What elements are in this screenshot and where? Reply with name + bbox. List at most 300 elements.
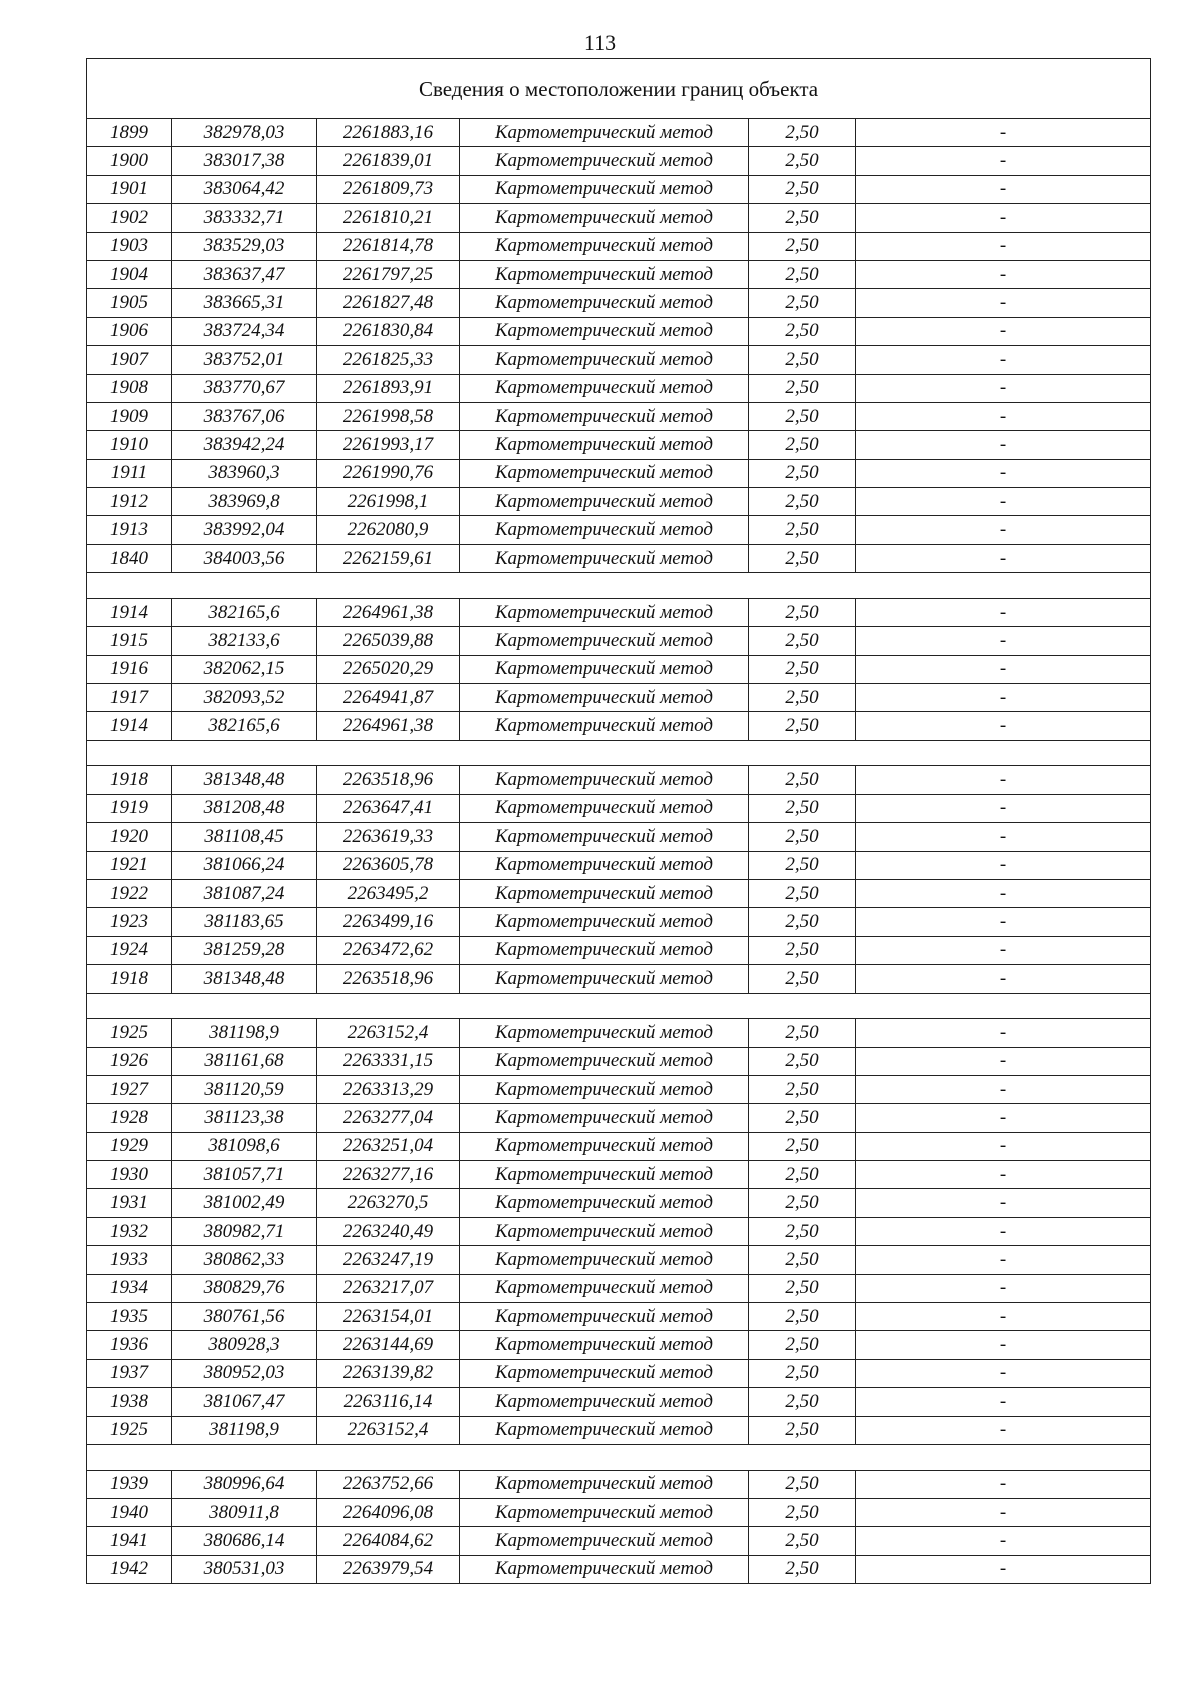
point-number-cell: 1915 — [87, 627, 172, 655]
method-cell: Картометрический метод — [460, 1019, 749, 1047]
method-cell: Картометрический метод — [460, 1498, 749, 1526]
x-coordinate-cell: 381183,65 — [172, 908, 317, 936]
point-number-cell: 1919 — [87, 794, 172, 822]
method-cell: Картометрический метод — [460, 936, 749, 964]
point-number-cell: 1909 — [87, 402, 172, 430]
table-row — [87, 965, 1151, 993]
method-cell: Картометрический метод — [460, 1527, 749, 1555]
x-coordinate-cell: 383637,47 — [172, 260, 317, 288]
method-cell: Картометрический метод — [460, 431, 749, 459]
table-row — [87, 1047, 1151, 1075]
description-cell: - — [856, 374, 1151, 402]
y-coordinate-cell: 2263313,29 — [317, 1075, 460, 1103]
y-coordinate-cell: 2263217,07 — [317, 1274, 460, 1302]
y-coordinate-cell: 2264961,38 — [317, 712, 460, 740]
description-cell: - — [856, 1498, 1151, 1526]
x-coordinate-cell: 380761,56 — [172, 1303, 317, 1331]
point-number-cell: 1918 — [87, 965, 172, 993]
point-number-cell: 1935 — [87, 1303, 172, 1331]
x-coordinate-cell: 383665,31 — [172, 289, 317, 317]
x-coordinate-cell: 381208,48 — [172, 794, 317, 822]
accuracy-cell: 2,50 — [749, 1246, 856, 1274]
x-coordinate-cell: 383992,04 — [172, 516, 317, 544]
point-number-cell: 1937 — [87, 1359, 172, 1387]
method-cell: Картометрический метод — [460, 1075, 749, 1103]
accuracy-cell: 2,50 — [749, 1359, 856, 1387]
method-cell: Картометрический метод — [460, 1388, 749, 1416]
method-cell: Картометрический метод — [460, 684, 749, 712]
x-coordinate-cell: 382165,6 — [172, 598, 317, 626]
x-coordinate-cell: 383064,42 — [172, 175, 317, 203]
point-number-cell: 1912 — [87, 488, 172, 516]
description-cell: - — [856, 289, 1151, 317]
point-number-cell: 1918 — [87, 766, 172, 794]
method-cell: Картометрический метод — [460, 346, 749, 374]
accuracy-cell: 2,50 — [749, 1217, 856, 1245]
description-cell: - — [856, 851, 1151, 879]
accuracy-cell: 2,50 — [749, 965, 856, 993]
y-coordinate-cell: 2261993,17 — [317, 431, 460, 459]
accuracy-cell: 2,50 — [749, 1470, 856, 1498]
table-row — [87, 794, 1151, 822]
x-coordinate-cell: 384003,56 — [172, 544, 317, 572]
method-cell: Картометрический метод — [460, 1246, 749, 1274]
table-row — [87, 1498, 1151, 1526]
table-row — [87, 119, 1151, 147]
method-cell: Картометрический метод — [460, 1104, 749, 1132]
x-coordinate-cell: 383724,34 — [172, 317, 317, 345]
accuracy-cell: 2,50 — [749, 346, 856, 374]
table-row — [87, 346, 1151, 374]
y-coordinate-cell: 2264084,62 — [317, 1527, 460, 1555]
accuracy-cell: 2,50 — [749, 119, 856, 147]
accuracy-cell: 2,50 — [749, 684, 856, 712]
table-row — [87, 1359, 1151, 1387]
table-row — [87, 1132, 1151, 1160]
method-cell: Картометрический метод — [460, 402, 749, 430]
accuracy-cell: 2,50 — [749, 1161, 856, 1189]
x-coordinate-cell: 383942,24 — [172, 431, 317, 459]
y-coordinate-cell: 2265039,88 — [317, 627, 460, 655]
method-cell: Картометрический метод — [460, 232, 749, 260]
point-number-cell: 1914 — [87, 712, 172, 740]
x-coordinate-cell: 383767,06 — [172, 402, 317, 430]
point-number-cell: 1914 — [87, 598, 172, 626]
table-row — [87, 147, 1151, 175]
table-row — [87, 204, 1151, 232]
point-number-cell: 1938 — [87, 1388, 172, 1416]
table-row — [87, 374, 1151, 402]
accuracy-cell: 2,50 — [749, 823, 856, 851]
point-number-cell: 1908 — [87, 374, 172, 402]
method-cell: Картометрический метод — [460, 147, 749, 175]
point-number-cell: 1928 — [87, 1104, 172, 1132]
description-cell: - — [856, 1217, 1151, 1245]
y-coordinate-cell: 2263472,62 — [317, 936, 460, 964]
contour-separator-cell — [87, 993, 1151, 1019]
description-cell: - — [856, 119, 1151, 147]
x-coordinate-cell: 381067,47 — [172, 1388, 317, 1416]
method-cell: Картометрический метод — [460, 1132, 749, 1160]
y-coordinate-cell: 2263499,16 — [317, 908, 460, 936]
x-coordinate-cell: 381198,9 — [172, 1019, 317, 1047]
x-coordinate-cell: 381259,28 — [172, 936, 317, 964]
method-cell: Картометрический метод — [460, 1303, 749, 1331]
y-coordinate-cell: 2264941,87 — [317, 684, 460, 712]
table-body — [87, 59, 1151, 1584]
description-cell: - — [856, 879, 1151, 907]
method-cell: Картометрический метод — [460, 965, 749, 993]
x-coordinate-cell: 382165,6 — [172, 712, 317, 740]
x-coordinate-cell: 381108,45 — [172, 823, 317, 851]
method-cell: Картометрический метод — [460, 1161, 749, 1189]
description-cell: - — [856, 1104, 1151, 1132]
point-number-cell: 1930 — [87, 1161, 172, 1189]
accuracy-cell: 2,50 — [749, 1303, 856, 1331]
accuracy-cell: 2,50 — [749, 936, 856, 964]
method-cell: Картометрический метод — [460, 488, 749, 516]
table-row — [87, 1555, 1151, 1583]
y-coordinate-cell: 2263152,4 — [317, 1019, 460, 1047]
point-number-cell: 1925 — [87, 1019, 172, 1047]
description-cell: - — [856, 1388, 1151, 1416]
table-row — [87, 175, 1151, 203]
point-number-cell: 1925 — [87, 1416, 172, 1444]
table-row — [87, 488, 1151, 516]
point-number-cell: 1907 — [87, 346, 172, 374]
x-coordinate-cell: 380829,76 — [172, 1274, 317, 1302]
table-row — [87, 1189, 1151, 1217]
table-row — [87, 1470, 1151, 1498]
accuracy-cell: 2,50 — [749, 1388, 856, 1416]
y-coordinate-cell: 2263331,15 — [317, 1047, 460, 1075]
point-number-cell: 1921 — [87, 851, 172, 879]
method-cell: Картометрический метод — [460, 119, 749, 147]
method-cell: Картометрический метод — [460, 1217, 749, 1245]
method-cell: Картометрический метод — [460, 908, 749, 936]
y-coordinate-cell: 2263154,01 — [317, 1303, 460, 1331]
accuracy-cell: 2,50 — [749, 374, 856, 402]
method-cell: Картометрический метод — [460, 1470, 749, 1498]
x-coordinate-cell: 381198,9 — [172, 1416, 317, 1444]
table-row — [87, 1388, 1151, 1416]
accuracy-cell: 2,50 — [749, 908, 856, 936]
table-row — [87, 1075, 1151, 1103]
table-row — [87, 655, 1151, 683]
description-cell: - — [856, 823, 1151, 851]
y-coordinate-cell: 2261830,84 — [317, 317, 460, 345]
description-cell: - — [856, 459, 1151, 487]
table-row — [87, 260, 1151, 288]
x-coordinate-cell: 383969,8 — [172, 488, 317, 516]
description-cell: - — [856, 1555, 1151, 1583]
x-coordinate-cell: 380531,03 — [172, 1555, 317, 1583]
x-coordinate-cell: 381087,24 — [172, 879, 317, 907]
table-row — [87, 1217, 1151, 1245]
table-row — [87, 851, 1151, 879]
y-coordinate-cell: 2263619,33 — [317, 823, 460, 851]
method-cell: Картометрический метод — [460, 1189, 749, 1217]
method-cell: Картометрический метод — [460, 1555, 749, 1583]
point-number-cell: 1936 — [87, 1331, 172, 1359]
table-row — [87, 289, 1151, 317]
description-cell: - — [856, 1331, 1151, 1359]
accuracy-cell: 2,50 — [749, 488, 856, 516]
accuracy-cell: 2,50 — [749, 260, 856, 288]
point-number-cell: 1941 — [87, 1527, 172, 1555]
description-cell: - — [856, 1416, 1151, 1444]
x-coordinate-cell: 382133,6 — [172, 627, 317, 655]
accuracy-cell: 2,50 — [749, 1274, 856, 1302]
contour-separator-row — [87, 740, 1151, 766]
description-cell: - — [856, 1359, 1151, 1387]
y-coordinate-cell: 2263752,66 — [317, 1470, 460, 1498]
accuracy-cell: 2,50 — [749, 147, 856, 175]
table-row — [87, 1303, 1151, 1331]
y-coordinate-cell: 2261827,48 — [317, 289, 460, 317]
method-cell: Картометрический метод — [460, 544, 749, 572]
table-row — [87, 1246, 1151, 1274]
table-row — [87, 684, 1151, 712]
y-coordinate-cell: 2261998,1 — [317, 488, 460, 516]
table-row — [87, 1274, 1151, 1302]
y-coordinate-cell: 2261825,33 — [317, 346, 460, 374]
table-title-row — [87, 59, 1151, 119]
table-row — [87, 598, 1151, 626]
y-coordinate-cell: 2261797,25 — [317, 260, 460, 288]
point-number-cell: 1934 — [87, 1274, 172, 1302]
table-row — [87, 879, 1151, 907]
accuracy-cell: 2,50 — [749, 1104, 856, 1132]
description-cell: - — [856, 1470, 1151, 1498]
description-cell: - — [856, 260, 1151, 288]
point-number-cell: 1910 — [87, 431, 172, 459]
method-cell: Картометрический метод — [460, 627, 749, 655]
method-cell: Картометрический метод — [460, 289, 749, 317]
table-row — [87, 766, 1151, 794]
y-coordinate-cell: 2264096,08 — [317, 1498, 460, 1526]
point-number-cell: 1916 — [87, 655, 172, 683]
description-cell: - — [856, 1189, 1151, 1217]
contour-separator-cell — [87, 573, 1151, 599]
x-coordinate-cell: 381123,38 — [172, 1104, 317, 1132]
point-number-cell: 1931 — [87, 1189, 172, 1217]
accuracy-cell: 2,50 — [749, 232, 856, 260]
y-coordinate-cell: 2264961,38 — [317, 598, 460, 626]
point-number-cell: 1927 — [87, 1075, 172, 1103]
accuracy-cell: 2,50 — [749, 1075, 856, 1103]
method-cell: Картометрический метод — [460, 712, 749, 740]
method-cell: Картометрический метод — [460, 1047, 749, 1075]
description-cell: - — [856, 794, 1151, 822]
description-cell: - — [856, 712, 1151, 740]
point-number-cell: 1933 — [87, 1246, 172, 1274]
description-cell: - — [856, 1047, 1151, 1075]
y-coordinate-cell: 2261990,76 — [317, 459, 460, 487]
x-coordinate-cell: 381161,68 — [172, 1047, 317, 1075]
method-cell: Картометрический метод — [460, 317, 749, 345]
point-number-cell: 1926 — [87, 1047, 172, 1075]
table-row — [87, 908, 1151, 936]
point-number-cell: 1913 — [87, 516, 172, 544]
y-coordinate-cell: 2263277,04 — [317, 1104, 460, 1132]
table-row — [87, 1416, 1151, 1444]
accuracy-cell: 2,50 — [749, 1019, 856, 1047]
point-number-cell: 1922 — [87, 879, 172, 907]
x-coordinate-cell: 383752,01 — [172, 346, 317, 374]
accuracy-cell: 2,50 — [749, 516, 856, 544]
accuracy-cell: 2,50 — [749, 1189, 856, 1217]
description-cell: - — [856, 488, 1151, 516]
description-cell: - — [856, 346, 1151, 374]
table-row — [87, 627, 1151, 655]
y-coordinate-cell: 2263139,82 — [317, 1359, 460, 1387]
description-cell: - — [856, 1075, 1151, 1103]
accuracy-cell: 2,50 — [749, 1416, 856, 1444]
accuracy-cell: 2,50 — [749, 317, 856, 345]
table-row — [87, 516, 1151, 544]
description-cell: - — [856, 317, 1151, 345]
method-cell: Картометрический метод — [460, 260, 749, 288]
y-coordinate-cell: 2263605,78 — [317, 851, 460, 879]
description-cell: - — [856, 1161, 1151, 1189]
accuracy-cell: 2,50 — [749, 1555, 856, 1583]
description-cell: - — [856, 598, 1151, 626]
contour-separator-cell — [87, 740, 1151, 766]
table-row — [87, 544, 1151, 572]
contour-separator-row — [87, 1444, 1151, 1470]
description-cell: - — [856, 684, 1151, 712]
y-coordinate-cell: 2263152,4 — [317, 1416, 460, 1444]
y-coordinate-cell: 2263647,41 — [317, 794, 460, 822]
description-cell: - — [856, 655, 1151, 683]
x-coordinate-cell: 380996,64 — [172, 1470, 317, 1498]
point-number-cell: 1920 — [87, 823, 172, 851]
accuracy-cell: 2,50 — [749, 402, 856, 430]
y-coordinate-cell: 2261893,91 — [317, 374, 460, 402]
y-coordinate-cell: 2261883,16 — [317, 119, 460, 147]
point-number-cell: 1923 — [87, 908, 172, 936]
x-coordinate-cell: 383770,67 — [172, 374, 317, 402]
x-coordinate-cell: 380982,71 — [172, 1217, 317, 1245]
accuracy-cell: 2,50 — [749, 459, 856, 487]
x-coordinate-cell: 381120,59 — [172, 1075, 317, 1103]
y-coordinate-cell: 2263979,54 — [317, 1555, 460, 1583]
point-number-cell: 1902 — [87, 204, 172, 232]
table-row — [87, 1527, 1151, 1555]
accuracy-cell: 2,50 — [749, 598, 856, 626]
point-number-cell: 1900 — [87, 147, 172, 175]
accuracy-cell: 2,50 — [749, 655, 856, 683]
point-number-cell: 1929 — [87, 1132, 172, 1160]
point-number-cell: 1905 — [87, 289, 172, 317]
x-coordinate-cell: 381057,71 — [172, 1161, 317, 1189]
y-coordinate-cell: 2263144,69 — [317, 1331, 460, 1359]
method-cell: Картометрический метод — [460, 1274, 749, 1302]
accuracy-cell: 2,50 — [749, 289, 856, 317]
description-cell: - — [856, 766, 1151, 794]
contour-separator-cell — [87, 1444, 1151, 1470]
method-cell: Картометрический метод — [460, 516, 749, 544]
y-coordinate-cell: 2263240,49 — [317, 1217, 460, 1245]
x-coordinate-cell: 383529,03 — [172, 232, 317, 260]
description-cell: - — [856, 936, 1151, 964]
accuracy-cell: 2,50 — [749, 851, 856, 879]
contour-separator-row — [87, 573, 1151, 599]
table-row — [87, 1104, 1151, 1132]
description-cell: - — [856, 1303, 1151, 1331]
accuracy-cell: 2,50 — [749, 1498, 856, 1526]
x-coordinate-cell: 383017,38 — [172, 147, 317, 175]
description-cell: - — [856, 431, 1151, 459]
table-row — [87, 459, 1151, 487]
y-coordinate-cell: 2262159,61 — [317, 544, 460, 572]
accuracy-cell: 2,50 — [749, 794, 856, 822]
x-coordinate-cell: 381348,48 — [172, 965, 317, 993]
description-cell: - — [856, 965, 1151, 993]
point-number-cell: 1911 — [87, 459, 172, 487]
y-coordinate-cell: 2261839,01 — [317, 147, 460, 175]
y-coordinate-cell: 2263251,04 — [317, 1132, 460, 1160]
point-number-cell: 1932 — [87, 1217, 172, 1245]
table-row — [87, 317, 1151, 345]
method-cell: Картометрический метод — [460, 655, 749, 683]
point-number-cell: 1917 — [87, 684, 172, 712]
method-cell: Картометрический метод — [460, 374, 749, 402]
table-row — [87, 1331, 1151, 1359]
table-row — [87, 936, 1151, 964]
accuracy-cell: 2,50 — [749, 712, 856, 740]
accuracy-cell: 2,50 — [749, 879, 856, 907]
method-cell: Картометрический метод — [460, 851, 749, 879]
description-cell: - — [856, 175, 1151, 203]
method-cell: Картометрический метод — [460, 766, 749, 794]
method-cell: Картометрический метод — [460, 794, 749, 822]
page-number: 113 — [583, 30, 617, 55]
description-cell: - — [856, 908, 1151, 936]
accuracy-cell: 2,50 — [749, 1047, 856, 1075]
x-coordinate-cell: 380952,03 — [172, 1359, 317, 1387]
method-cell: Картометрический метод — [460, 1331, 749, 1359]
accuracy-cell: 2,50 — [749, 175, 856, 203]
accuracy-cell: 2,50 — [749, 204, 856, 232]
x-coordinate-cell: 383332,71 — [172, 204, 317, 232]
point-number-cell: 1906 — [87, 317, 172, 345]
method-cell: Картометрический метод — [460, 175, 749, 203]
table-row — [87, 712, 1151, 740]
point-number-cell: 1942 — [87, 1555, 172, 1583]
contour-separator-row — [87, 993, 1151, 1019]
accuracy-cell: 2,50 — [749, 544, 856, 572]
description-cell: - — [856, 1246, 1151, 1274]
boundary-coordinates-table — [86, 58, 1151, 1584]
x-coordinate-cell: 380686,14 — [172, 1527, 317, 1555]
description-cell: - — [856, 232, 1151, 260]
accuracy-cell: 2,50 — [749, 431, 856, 459]
description-cell: - — [856, 627, 1151, 655]
y-coordinate-cell: 2263495,2 — [317, 879, 460, 907]
point-number-cell: 1840 — [87, 544, 172, 572]
table-row — [87, 232, 1151, 260]
x-coordinate-cell: 381066,24 — [172, 851, 317, 879]
y-coordinate-cell: 2263277,16 — [317, 1161, 460, 1189]
x-coordinate-cell: 380911,8 — [172, 1498, 317, 1526]
x-coordinate-cell: 381002,49 — [172, 1189, 317, 1217]
x-coordinate-cell: 382093,52 — [172, 684, 317, 712]
point-number-cell: 1939 — [87, 1470, 172, 1498]
x-coordinate-cell: 380928,3 — [172, 1331, 317, 1359]
table-row — [87, 1019, 1151, 1047]
